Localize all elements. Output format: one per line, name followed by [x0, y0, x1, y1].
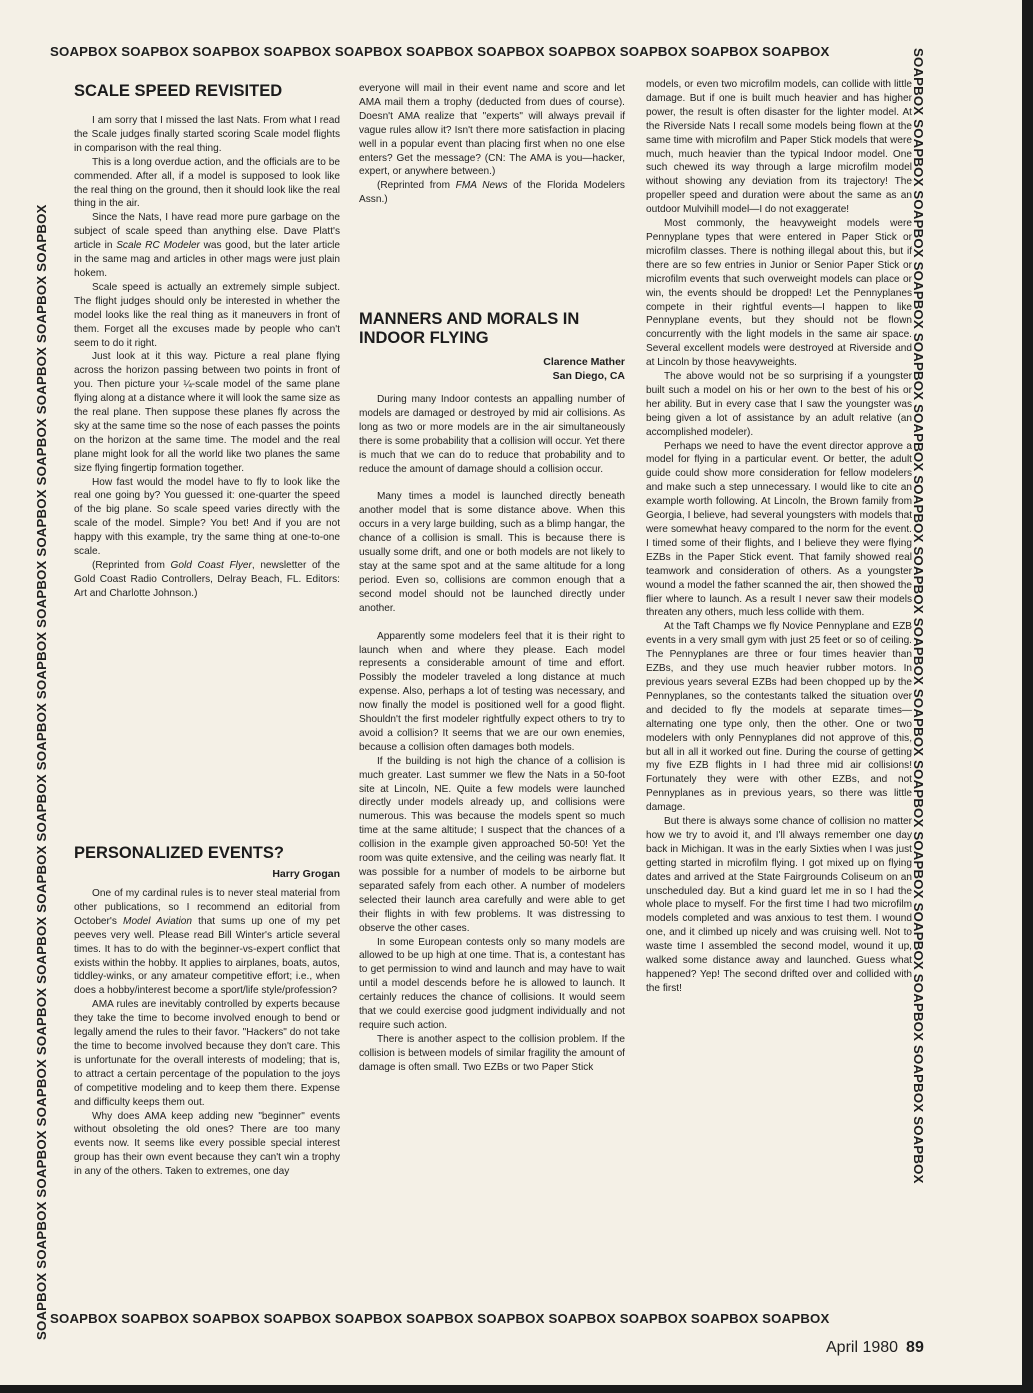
paragraph: Why does AMA keep adding new "beginner" events without obsoleting the old ones? There are too many events now. It seems like every possible special interest group has their own event because they can't win a trophy in any of the others. Taken to extremes, one day [74, 1110, 340, 1178]
paragraph-continued: everyone will mail in their event name and score and let AMA mail them a trophy (deducted from dues of course). Doesn't AMA realize that "experts" will always prevail if vague rules allow it? Isn't there more satisfaction in placing well in a popular event than placing first when no one else enters? Get the message? (CN: The AMA is you—hacker, expert, or anywhere between.) [359, 83, 625, 178]
paragraph: AMA rules are inevitably controlled by experts because they take the time to become involved enough to bend or legally amend the rules to their favor. "Hackers" do not take the time to become involved because they don't care. This is unfortunate for the overall interests of modeling; that is, to attract a certain percentage of the population to the joys of competitive modeling and to keep them there. Expense and difficulty keeps them out. [74, 999, 340, 1108]
magazine-name: Scale RC Modeler [116, 240, 200, 252]
paragraph: Most commonly, the heavyweight models were Pennyplane types that were entered in Paper Stick or microfilm classes. There is nothing illegal about this, but if there are so few entries in Junior or Senior Paper Stick or microfilm events that such overweight models can place or win, the events should be dropped! Let the Pennyplanes compete in their rightful events—I happen to like Pennyplane events, but they should not be flown concurrently with the light models in the same air space. Several excellent models were destroyed at Riverside and at Lincoln by those heavyweights. [646, 218, 912, 369]
article-title: PERSONALIZED EVENTS? [74, 844, 284, 862]
paragraph: Since the Nats, I have read more pure garbage on the subject of scale speed than anything else. Dave Platt's article in Scale RC Modeler was good, but the later article in the same mag and articles in other mags were just plain hokem. [74, 212, 340, 279]
paragraph: (Reprinted from Gold Coast Flyer, newsletter of the Gold Coast Radio Controllers, Delray Beach, FL. Editors: Art and Charlotte Johnson.) [74, 560, 341, 599]
soapbox-border-top: SOAPBOX SOAPBOX SOAPBOX SOAPBOX SOAPBOX SOAPBOX SOAPBOX SOAPBOX SOAPBOX SOAPBOX SOAPBOX [50, 44, 830, 59]
soapbox-border-bottom: SOAPBOX SOAPBOX SOAPBOX SOAPBOX SOAPBOX SOAPBOX SOAPBOX SOAPBOX SOAPBOX SOAPBOX SOAPBOX [50, 1311, 830, 1326]
magazine-name: FMA News [455, 180, 508, 192]
soapbox-border-right: SOAPBOX SOAPBOX SOAPBOX SOAPBOX SOAPBOX SOAPBOX SOAPBOX SOAPBOX SOAPBOX SOAPBOX SOAPBOX SOAPBOX SOAPBOX SOAPBOX SOAPBOX SOAPBOX [911, 48, 926, 1184]
paragraph: One of my cardinal rules is to never steal material from other publications, so I recommend an editorial from October's Model Aviation that sums up one of my pet peeves very well. Please read Bill Winter's article several times. It has to do with the beginner-vs-expert conflict that exists within the hobby. It applies to airplanes, boats, autos, tiddley-winks, or any amateur competitive effort; i.e., when does a hobby/interest become a sport/life style/profession? [74, 888, 340, 997]
paragraph: (Reprinted from FMA News of the Florida Modelers Assn.) [359, 180, 625, 206]
page-footer [826, 1339, 924, 1357]
paragraph-continued: models, or even two microfilm models, can collide with little damage. But if one is built much heavier and has higher power, the result is often disaster for the lighter model. At the Riverside Nats I recall some models being flown at the same time with microfilm and Paper Stick models that were much, much heavier than the typical Indoor model. One such chewed its way through a large microfilm model without showing any deviation from its trajectory! The propeller speed and duration were about the same as an outdoor Mulvihill model—I do not exaggerate! [646, 79, 912, 216]
issue-date: April 1980 [826, 1339, 899, 1356]
article-personalized-events [74, 844, 340, 1179]
article-scale-speed [74, 82, 340, 601]
paragraph: Perhaps we need to have the event director approve a model for flying in a particular event. Or better, the adult guide could show more consideration for fellow modelers and make such a step unnecessary. I would like to cite an example worth following. At Lincoln, the Brown family from Georgia, I believe, had several youngsters with models that were somewhat heavy compared to the norm for the event. I timed some of their flights, and I believe they were flying EZBs in the Paper Stick event. That family showed real teamwork and consideration of others. As a youngster wound a model the father scanned the air, then showed the flier where to launch. As a result I never saw their models threaten any others, much less collide with them. [646, 440, 912, 619]
paragraph: How fast would the model have to fly to look like the real one going by? You guessed it: one-quarter the speed of the big plane. So scale speed varies directly with the scale of the model. Simple? You bet! And if you are not happy with this example, try the same thing at one-to-one scale. [74, 476, 340, 558]
soapbox-border-left: SOAPBOX SOAPBOX SOAPBOX SOAPBOX SOAPBOX SOAPBOX SOAPBOX SOAPBOX SOAPBOX SOAPBOX SOAPBOX SOAPBOX SOAPBOX SOAPBOX SOAPBOX SOAPBOX [34, 204, 49, 1340]
paragraph: But there is always some chance of collision no matter how we try to avoid it, and I'll always remember one day back in Michigan. It was in the early Sixties when I was just getting started in microfilm flying. I got mixed up on flying dates and arrived at the State Fairgrounds Coliseum on an unscheduled day. But a kind guard let me in so I had the whole place to myself. For the first time I had two microfilm models completed and was anxious to test them. I wound one, and it climbed up nicely and was cruising well. Not to waste time I assembled the second model, wound it up, walked some distance away and launched. Guess what happened? Yep! The second drifted over and collided with the first! [646, 816, 912, 994]
paragraph: Scale speed is actually an extremely simple subject. The flight judges should only be interested in whether the model looks like the real thing as it maneuvers in front of them. Forget all the excuses made by people who can't seem to do it right. [74, 281, 340, 349]
column-right [646, 78, 912, 996]
article-manners-and-morals [359, 310, 625, 1075]
paragraph: At the Taft Champs we fly Novice Pennyplane and EZB events in a very small gym with just 25 feet or so of ceiling. The Pennyplanes are three or four times heavier than EZBs, and they use much heavier rubber motors. In previous years several EZBs had been chopped up by the Pennyplanes, so the contestants talked the situation over and decided to fly the models at separate times—alternating one type only, then the other. One or two modelers with only Pennyplanes did not approve of this, but all in all it worked out fine. During the course of getting my five EZB flights in I had three mid air collisions! Fortunately they were with other EZBs, and not Pennyplanes as in previous years, so there was little damage. [646, 621, 912, 814]
article-title: SCALE SPEED REVISITED [74, 82, 283, 100]
article-title-line-2: INDOOR FLYING [359, 329, 489, 347]
article-title-line-1: MANNERS AND MORALS IN [359, 310, 580, 328]
paragraph: Just look at it this way. Picture a real plane flying across the horizon passing between two points in front of you. Then picture your ¼-scale model of the same plane flying along at a distance where it will look the same size as the real plane. Then suppose these planes fly across the sky at the same time so the nose of each passes the points on the horizon at the same time. The model and the real plane might look for all the world like two planes the same size flying fingertip formation together. [74, 351, 340, 474]
paragraph: Apparently some modelers feel that it is their right to launch when and where they please. Each model represents a considerable amount of time and effort. Possibly the modeler traveled a long distance at much expense. Also, perhaps a lot of testing was necessary, and now finally the model is positioned well for a good flight. Shouldn't the first modeler rightfully expect others to try to avoid a collision? It seems that we are our own enemies, because a collision often damages both models. [359, 630, 625, 753]
magazine-name: Gold Coast Flyer [170, 560, 252, 571]
paragraph: This is a long overdue action, and the officials are to be commended. After all, if a model is supposed to look like the real thing on the ground, then it should look like the real thing in the air. [74, 156, 340, 210]
paragraph: The above would not be so surprising if a youngster built such a model on his or her own to the best of his or her ability. But in every case that I saw the youngster was being given a lot of assistance by an adult relative (an accomplished modeler). [646, 371, 912, 438]
paragraph: During many Indoor contests an appalling number of models are damaged or destroyed by mid air collisions. As long as two or more models are in the air simultaneously there is some probability that a collision will occur. Yet there is much that we can do to reduce that probability and to reduce the amount of damage should a collision occur. [359, 394, 625, 475]
author-location: San Diego, CA [552, 370, 625, 382]
magazine-name: Model Aviation [123, 915, 193, 927]
page-number: 89 [906, 1339, 924, 1356]
column-middle [359, 82, 625, 207]
article-author: Harry Grogan [272, 868, 340, 880]
paragraph: I am sorry that I missed the last Nats. From what I read the Scale judges finally started scoring Scale model flights in comparison with the real thing. [74, 115, 340, 154]
paragraph: If the building is not high the chance of a collision is much greater. Last summer we flew the Nats in a 50-foot site at Lincoln, NE. Quite a few models were launched directly under models already up, and collisions were numerous. This was because the models spent so much time at the same altitude; I suspect that the chances of a collision in the example given approached 50-50! Yet the room was quite extensive, and the ceiling was nearly flat. It was possible for a number of models to be airborne but separated safely from each other. A number of modelers selected their launch area carefully and were able to get their flights in with few problems. It was distressing to observe the other cases. [359, 755, 625, 934]
column-left [74, 82, 340, 601]
column-left-lower [74, 844, 340, 1179]
paragraph: In some European contests only so many models are allowed to be up high at one time. That is, a contestant has to get permission to wind and launch and may have to wait until a model descends before he is allowed to launch. It certainly reduces the chance of collisions. It would seem that we could exercise good judgment individually and not require such action. [359, 936, 625, 1031]
column-middle-lower [359, 310, 625, 1075]
paragraph: There is another aspect to the collision problem. If the collision is between models of similar fragility the amount of damage is often small. Two EZBs or two Paper Stick [359, 1033, 625, 1073]
paragraph: Many times a model is launched directly beneath another model that is some distance above. When this occurs in a very large building, such as a blimp hangar, the chance of a collision is small. This is because there is usually some drift, and one or both models are not likely to stay at the same spot and at the same altitude for a long period. Even so, collisions are common enough that a second model should not be launched directly under another. [359, 491, 625, 614]
article-author: Clarence Mather [543, 356, 625, 368]
